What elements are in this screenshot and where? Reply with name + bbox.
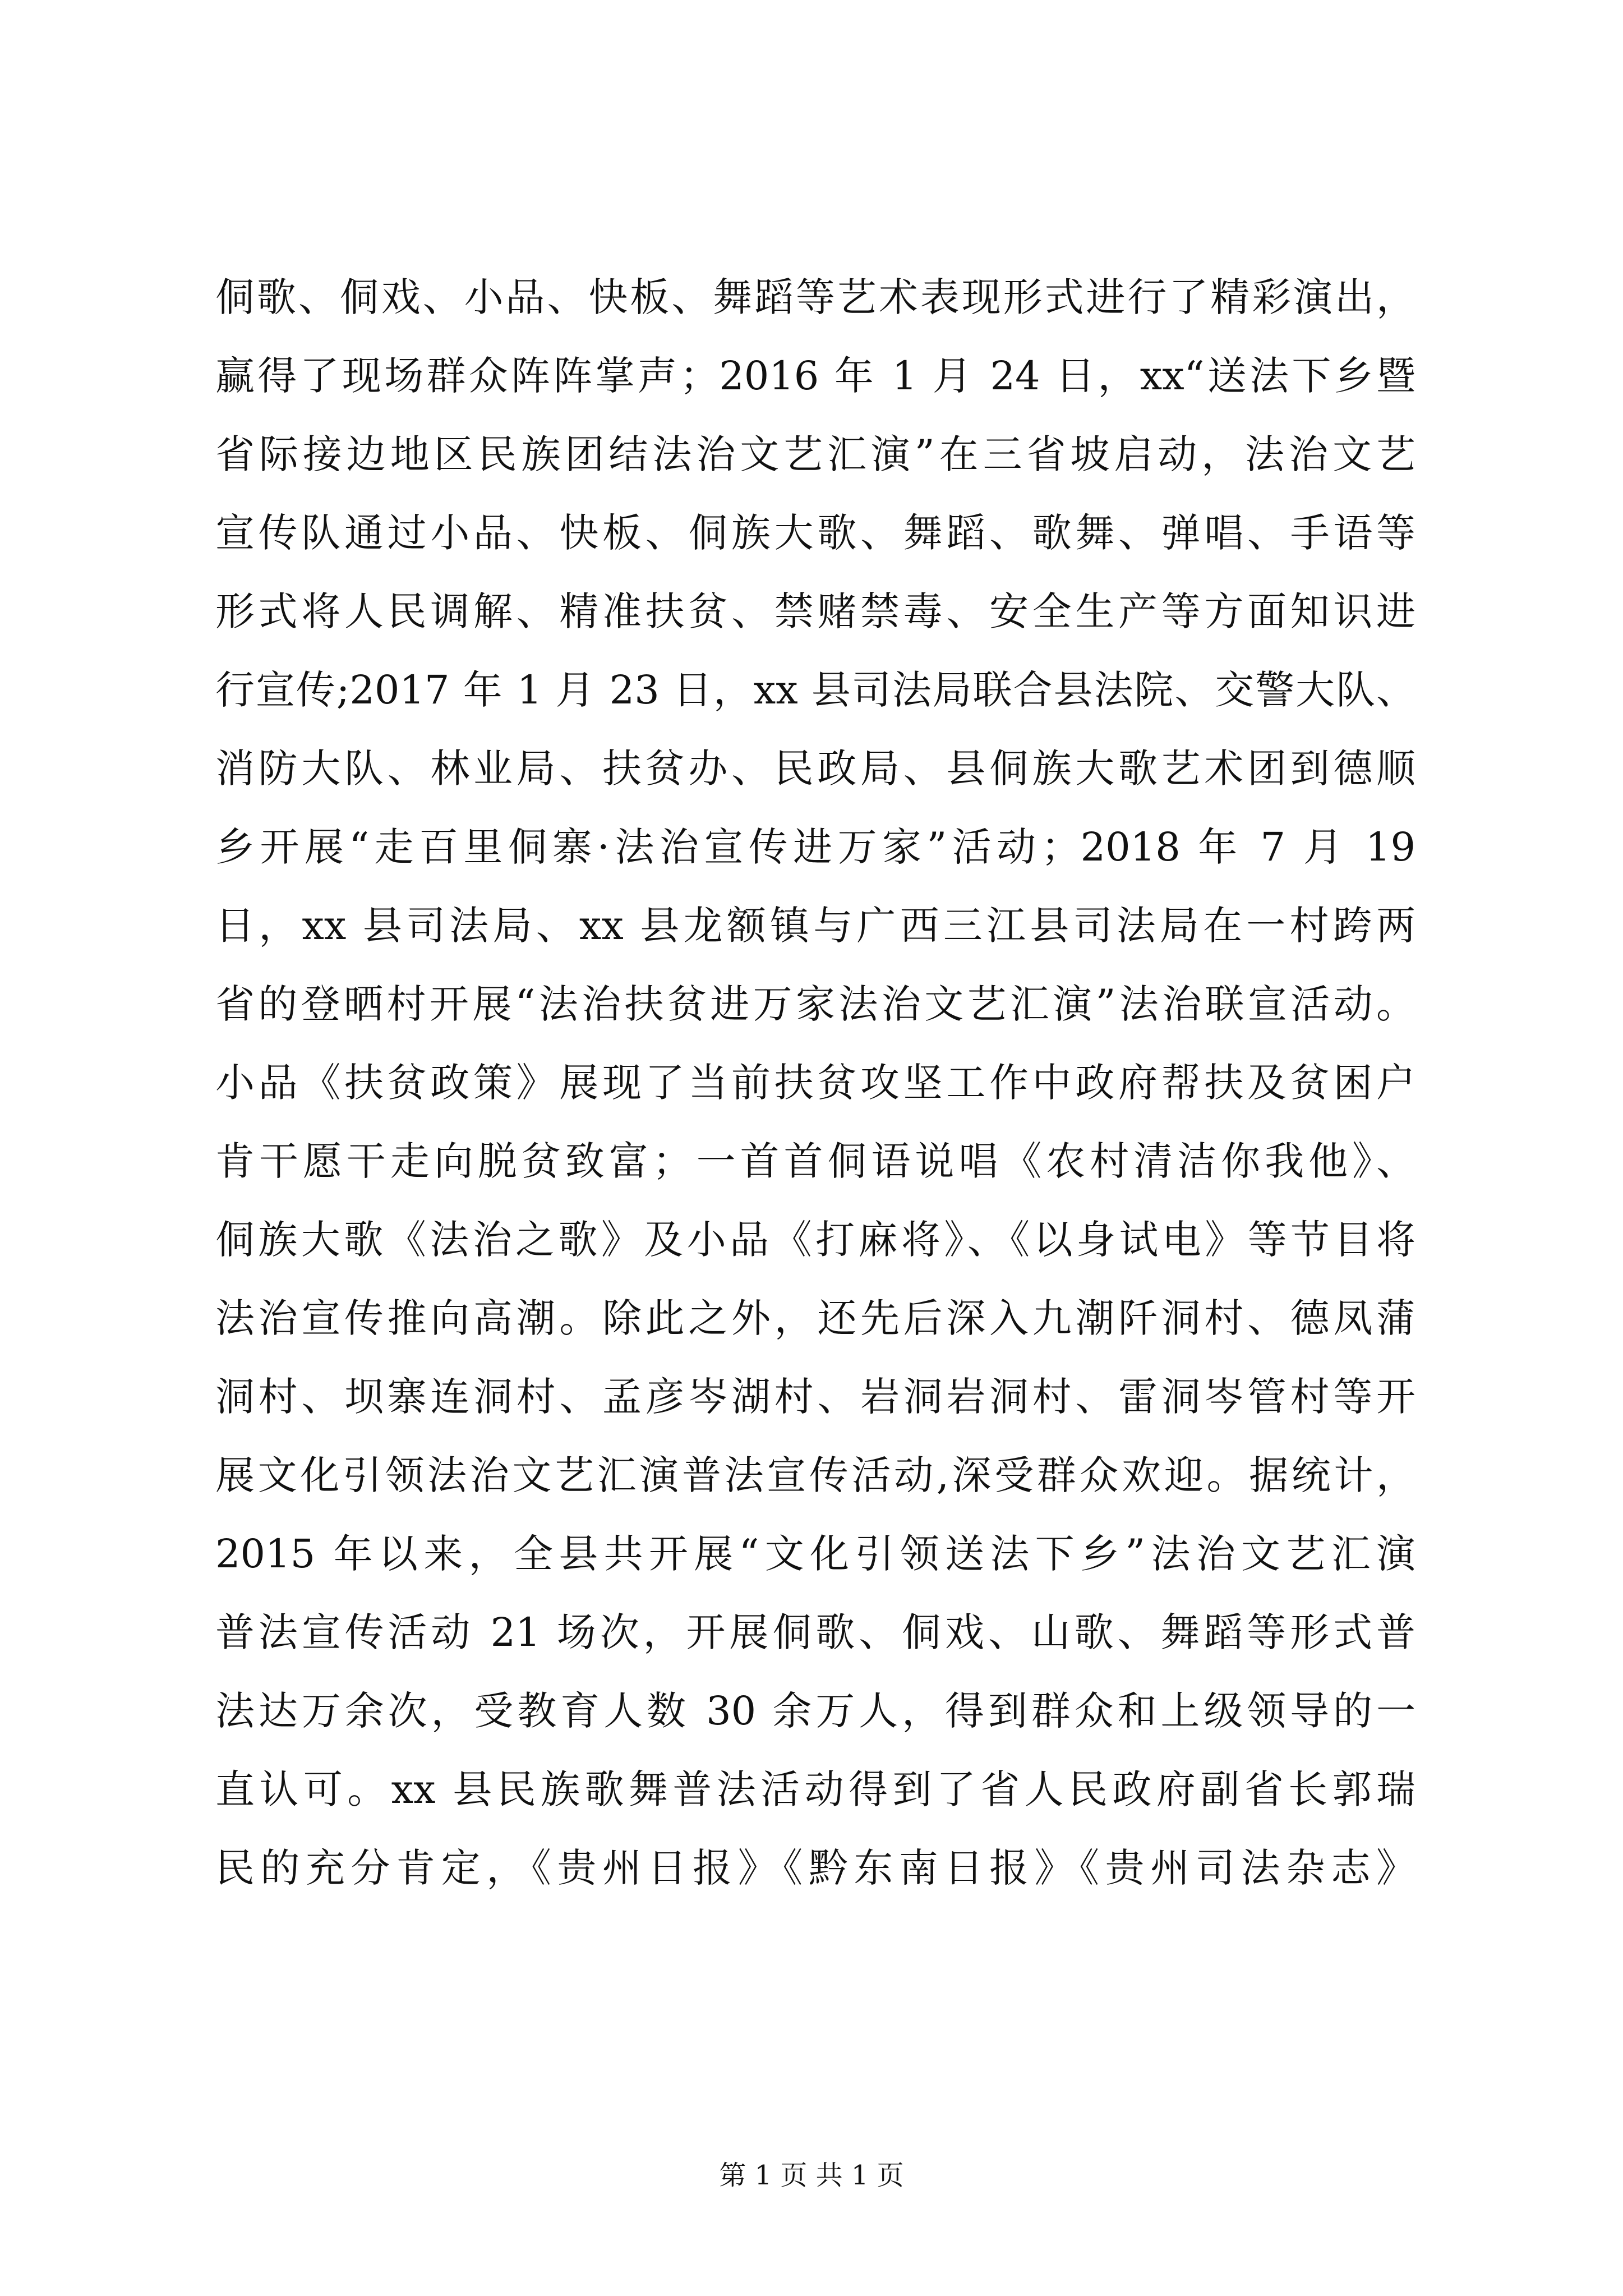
- text-line: 小品《扶贫政策》展现了当前扶贫攻坚工作中政府帮扶及贫困户: [215, 1060, 1415, 1106]
- page-number-label: 第 1 页 共 1 页: [719, 2160, 904, 2191]
- text-line: 法治宣传推向高潮。除此之外，还先后深入九潮阡洞村、德凤蒲: [215, 1295, 1415, 1341]
- text-line: 普法宣传活动 21 场次，开展侗歌、侗戏、山歌、舞蹈等形式普: [215, 1609, 1415, 1655]
- text-line: 洞村、坝寨连洞村、孟彦岑湖村、岩洞岩洞村、雷洞岑管村等开: [215, 1374, 1415, 1420]
- text-line: 侗歌、侗戏、小品、快板、舞蹈等艺术表现形式进行了精彩演出，: [215, 274, 1415, 320]
- body-paragraph: [215, 258, 1415, 1907]
- text-line: 侗族大歌《法治之歌》及小品《打麻将》、《以身试电》等节目将: [215, 1217, 1415, 1263]
- page-footer: [0, 2159, 1623, 2192]
- text-line: 省际接边地区民族团结法治文艺汇演”在三省坡启动，法治文艺: [215, 431, 1415, 477]
- text-line: 日，xx 县司法局、xx 县龙额镇与广西三江县司法局在一村跨两: [215, 903, 1415, 949]
- text-line: 肯干愿干走向脱贫致富；一首首侗语说唱《农村清洁你我他》、: [215, 1138, 1415, 1184]
- text-line: 赢得了现场群众阵阵掌声；2016 年 1 月 24 日，xx“送法下乡暨: [215, 353, 1415, 399]
- text-line: 展文化引领法治文艺汇演普法宣传活动,深受群众欢迎。据统计，: [215, 1452, 1415, 1498]
- text-line: 乡开展“走百里侗寨·法治宣传进万家”活动；2018 年 7 月 19: [215, 824, 1415, 870]
- text-line: 2015 年以来，全县共开展“文化引领送法下乡”法治文艺汇演: [215, 1531, 1415, 1577]
- text-line: 省的登晒村开展“法治扶贫进万家法治文艺汇演”法治联宣活动。: [215, 981, 1415, 1027]
- text-line: 民的充分肯定，《贵州日报》《黔东南日报》《贵州司法杂志》: [215, 1845, 1415, 1891]
- text-line: 形式将人民调解、精准扶贫、禁赌禁毒、安全生产等方面知识进: [215, 588, 1415, 634]
- text-line: 法达万余次，受教育人数 30 余万人，得到群众和上级领导的一: [215, 1688, 1415, 1734]
- text-line: 直认可。xx 县民族歌舞普法活动得到了省人民政府副省长郭瑞: [215, 1766, 1415, 1812]
- text-line: 行宣传;2017 年 1 月 23 日，xx 县司法局联合县法院、交警大队、: [215, 667, 1415, 713]
- text-line: 消防大队、林业局、扶贫办、民政局、县侗族大歌艺术团到德顺: [215, 746, 1415, 792]
- text-line: 宣传队通过小品、快板、侗族大歌、舞蹈、歌舞、弹唱、手语等: [215, 510, 1415, 556]
